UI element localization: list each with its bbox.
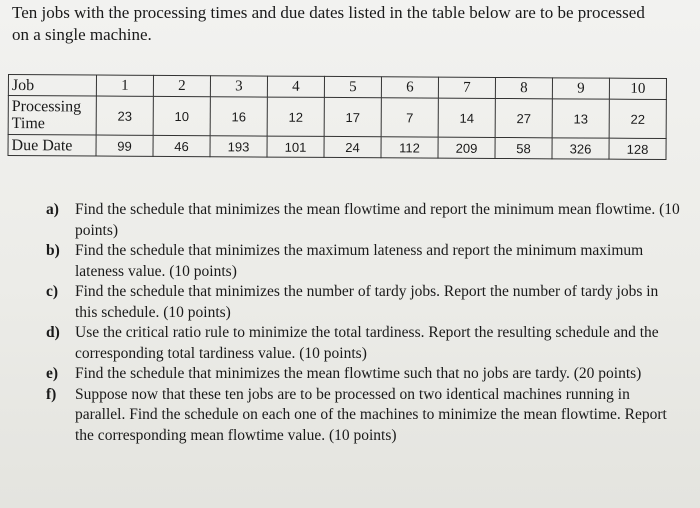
question-text: Find the schedule that minimizes the maximum lateness and report the minimum maximum lateness value. (10 points) [75, 242, 644, 280]
processing-time-row [8, 96, 666, 139]
due-date-cell: 46 [153, 135, 210, 156]
due-date-row [8, 135, 666, 160]
question-item-e [44, 364, 684, 385]
processing-time-cell: 17 [324, 97, 381, 136]
job-cell: 7 [438, 77, 495, 98]
processing-time-cell: 16 [210, 97, 267, 136]
job-cell: 6 [381, 77, 438, 98]
question-text: Find the schedule that minimizes the number of tardy jobs. Report the number of tardy jobs in this schedule. (10 points) [75, 283, 659, 321]
processing-time-cell: 27 [495, 98, 552, 137]
due-date-cell: 101 [267, 136, 324, 157]
job-cell: 1 [96, 75, 153, 96]
due-date-cell: 193 [210, 136, 267, 157]
question-item-a [44, 200, 684, 241]
due-date-cell: 58 [495, 137, 552, 158]
jobs-table [7, 74, 666, 160]
question-label: d) [46, 324, 60, 341]
due-date-cell: 326 [552, 138, 609, 159]
question-text: Find the schedule that minimizes the mean flowtime such that no jobs are tardy. (20 points) [75, 365, 642, 382]
question-label: e) [46, 365, 59, 382]
job-cell: 9 [552, 78, 609, 99]
question-item-f [44, 385, 684, 447]
question-label: a) [46, 201, 59, 218]
job-cell: 5 [324, 76, 381, 97]
processing-time-row-header [8, 96, 96, 136]
processing-time-cell: 13 [552, 99, 609, 138]
processing-label-line-1: Processing [11, 98, 82, 116]
job-cell: 10 [609, 78, 666, 99]
question-item-d [44, 323, 684, 364]
question-text: Suppose now that these ten jobs are to be processed on two identical machines running in parallel. Find the schedule on each one of the machines to minimize the mean flowtime. Report the corresponding mean flowtime value. (10 points) [75, 385, 667, 444]
due-date-cell: 99 [96, 135, 153, 156]
question-text: Find the schedule that minimizes the mean flowtime and report the minimum mean flowtime. (10 points) [75, 201, 680, 239]
intro-line-1: Ten jobs with the processing times and due dates listed in the table below are to be processed [12, 3, 645, 22]
due-date-cell: 128 [609, 138, 666, 159]
due-date-cell: 24 [324, 136, 381, 157]
question-label: c) [46, 283, 59, 300]
processing-time-cell: 14 [438, 98, 495, 137]
job-cell: 4 [267, 76, 324, 97]
job-cell: 3 [210, 76, 267, 97]
processing-time-cell: 7 [381, 98, 438, 137]
question-list [44, 200, 684, 446]
processing-time-cell: 22 [609, 99, 666, 138]
intro-paragraph [12, 2, 692, 46]
question-item-c [44, 282, 684, 323]
processing-label-line-2: Time [11, 115, 45, 133]
jobs-table-container [8, 74, 667, 156]
job-cell: 8 [495, 77, 552, 98]
job-row-header: Job [8, 75, 96, 97]
due-date-cell: 112 [381, 137, 438, 158]
processing-time-cell: 12 [267, 97, 324, 136]
question-label: b) [46, 242, 60, 259]
question-text: Use the critical ratio rule to minimize the total tardiness. Report the resulting schedule and the corresponding total tardiness value. (10 points) [75, 324, 659, 362]
processing-time-cell: 10 [153, 96, 210, 135]
due-date-row-header: Due Date [8, 135, 96, 157]
job-cell: 2 [153, 75, 210, 96]
question-label: f) [46, 385, 57, 403]
due-date-cell: 209 [438, 137, 495, 158]
question-item-b [44, 241, 684, 282]
intro-line-2: on a single machine. [12, 25, 152, 44]
processing-time-cell: 23 [96, 96, 153, 135]
